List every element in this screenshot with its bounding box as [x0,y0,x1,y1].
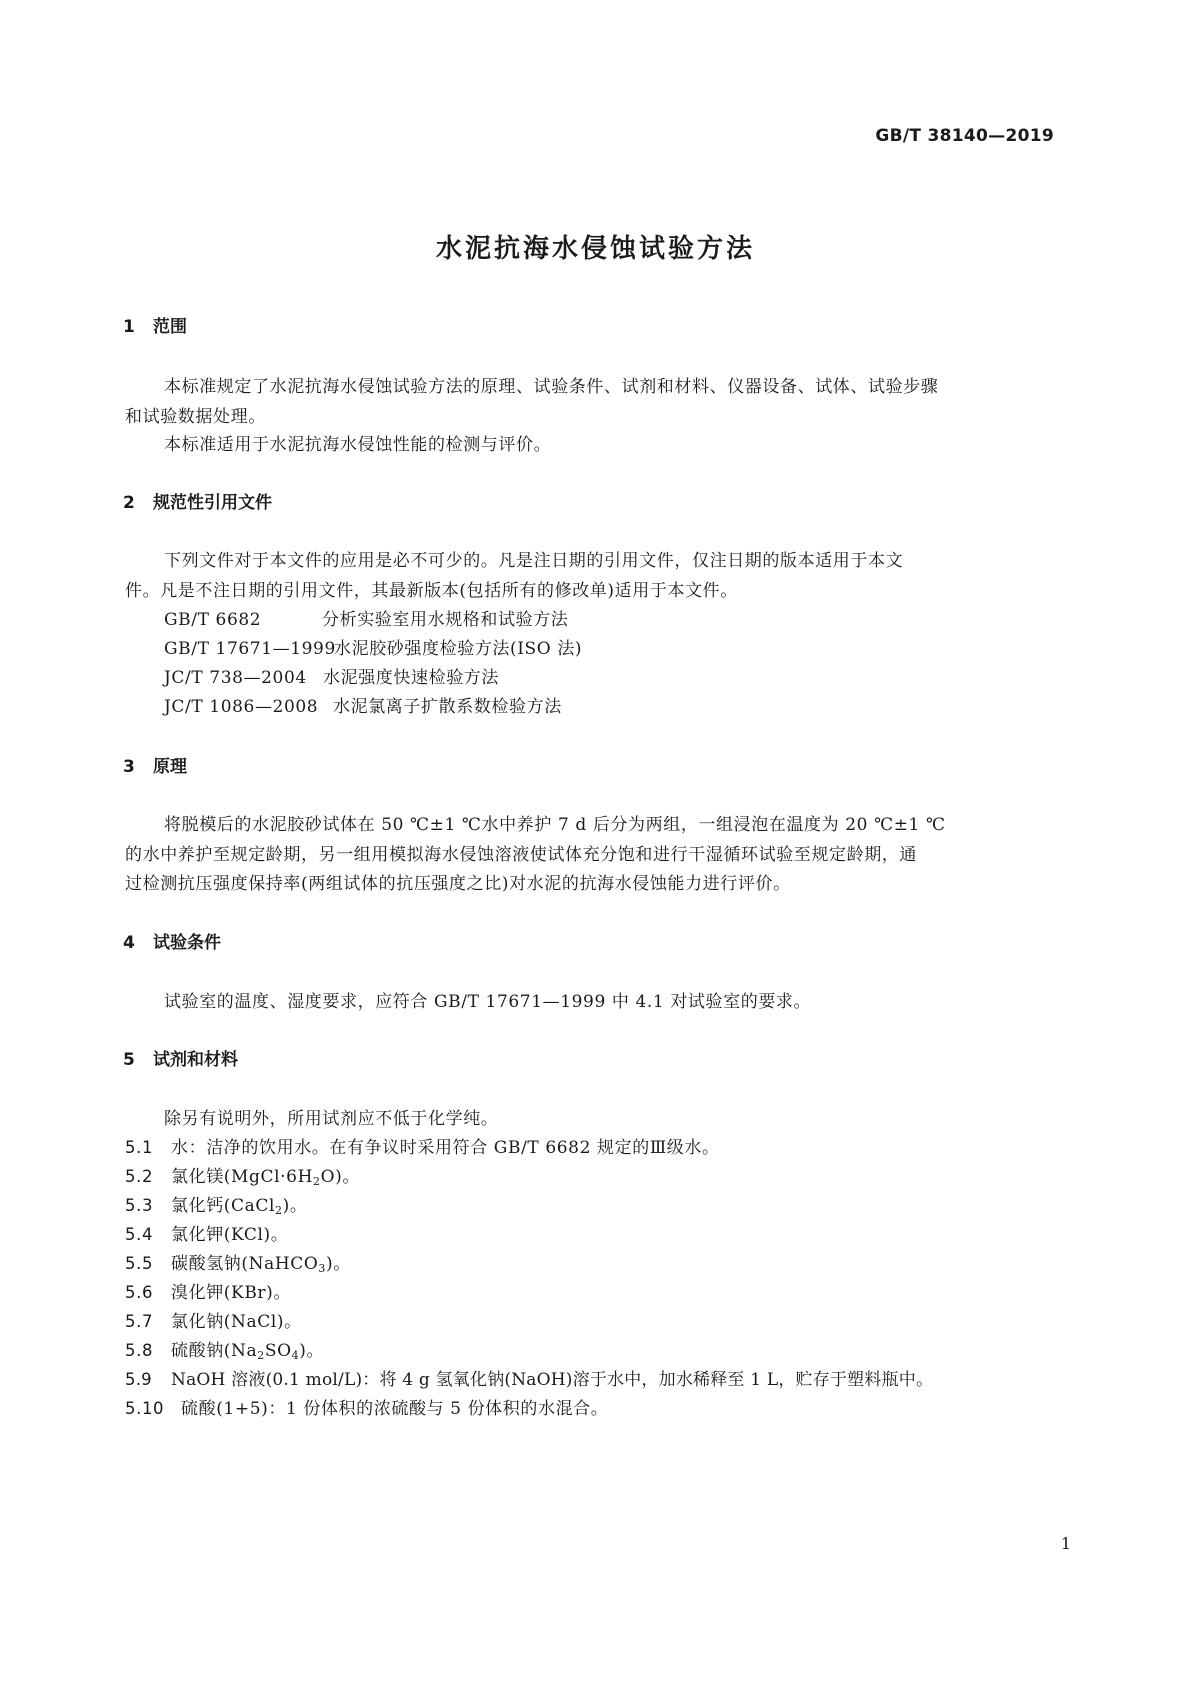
section-5-intro: 除另有说明外，所用试剂应不低于化学纯。 [164,1109,499,1129]
reference-name: 水泥强度快速检验方法 [323,668,499,688]
section-number: 4 [123,933,135,953]
item-text-pre: 硫酸钠(Na [171,1341,258,1361]
reference-item [164,663,499,688]
section-1-paragraph-1-line-1: 本标准规定了水泥抗海水侵蚀试验方法的原理、试验条件、试剂和材料、仪器设备、试体、试验步骤 [164,377,939,397]
list-item [125,1365,933,1390]
section-title: 范围 [153,317,187,337]
section-3-heading [123,752,187,777]
reference-item [164,605,568,630]
section-title: 规范性引用文件 [153,493,272,513]
item-text-post: )。 [299,1341,325,1361]
item-text-post: )。 [326,1254,351,1274]
section-1-paragraph-1-line-2: 和试验数据处理。 [125,407,266,427]
list-item [125,1336,324,1362]
item-number: 5.7 [125,1312,154,1331]
item-text: 氯化钠(NaCl)。 [171,1312,302,1332]
item-number: 5.3 [125,1196,154,1215]
item-text-pre: 氯化钙(CaCl [171,1196,276,1216]
list-item [125,1249,351,1275]
item-number: 5.2 [125,1167,154,1186]
section-2-heading [123,488,272,513]
list-item [125,1307,302,1332]
reference-code: JC/T 738—2004 [164,668,307,688]
section-title: 原理 [153,757,187,777]
item-number: 5.4 [125,1225,154,1244]
section-number: 1 [123,317,135,337]
section-number: 2 [123,493,135,513]
list-item [125,1278,291,1303]
item-number: 5.9 [125,1370,152,1389]
section-2-paragraph-line-2: 件。凡是不注日期的引用文件，其最新版本(包括所有的修改单)适用于本文件。 [125,581,738,601]
list-item [125,1394,608,1419]
item-text-pre: 氯化镁(MgCl·6H [171,1167,314,1187]
subscript: 2 [257,1349,265,1362]
item-text: 溴化钾(KBr)。 [171,1283,291,1303]
item-text-mid: SO [264,1341,292,1361]
list-item [125,1220,288,1245]
reference-item [164,634,582,659]
item-text: 水：洁净的饮用水。在有争议时采用符合 GB/T 6682 规定的Ⅲ级水。 [171,1138,720,1158]
section-2-paragraph-line-1: 下列文件对于本文件的应用是必不可少的。凡是注日期的引用文件，仅注日期的版本适用于本文 [164,551,904,571]
item-text-post: )。 [282,1196,308,1216]
item-text-pre: 碳酸氢钠(NaHCO [171,1254,319,1274]
item-text: NaOH 溶液(0.1 mol/L)：将 4 g 氢氧化钠(NaOH)溶于水中，加水稀释至 1 L，贮存于塑料瓶中。 [171,1370,934,1390]
section-3-line-1: 将脱模后的水泥胶砂试体在 50 ℃±1 ℃水中养护 7 d 后分为两组，一组浸泡在温度为 20 ℃±1 ℃ [164,815,946,835]
item-text-post: O)。 [320,1167,360,1187]
list-item [125,1133,720,1158]
section-4-paragraph: 试验室的温度、湿度要求，应符合 GB/T 17671—1999 中 4.1 对试验室的要求。 [164,992,812,1012]
section-5-heading [123,1045,238,1070]
subscript: 2 [275,1204,283,1217]
page-number: 1 [1060,1534,1071,1553]
subscript: 3 [318,1262,327,1275]
item-number: 5.5 [125,1254,154,1273]
subscript: 4 [291,1349,300,1362]
section-title: 试剂和材料 [153,1050,238,1070]
reference-name: 水泥胶砂强度检验方法(ISO 法) [334,639,583,659]
reference-item [164,692,562,717]
section-1-heading [123,312,187,337]
subscript: 2 [313,1175,321,1188]
list-item [125,1162,360,1188]
item-number: 5.1 [125,1138,154,1157]
list-item [125,1191,307,1217]
section-1-paragraph-2: 本标准适用于水泥抗海水侵蚀性能的检测与评价。 [164,435,552,455]
section-3-line-3: 过检测抗压强度保持率(两组试体的抗压强度之比)对水泥的抗海水侵蚀能力进行评价。 [125,874,791,894]
reference-name: 水泥氯离子扩散系数检验方法 [333,697,562,717]
reference-code: GB/T 17671—1999 [164,639,336,659]
document-title: 水泥抗海水侵蚀试验方法 [435,234,755,264]
standard-number: GB/T 38140—2019 [875,126,1054,146]
reference-code: JC/T 1086—2008 [164,697,319,717]
section-4-heading [123,928,221,953]
item-number: 5.10 [125,1399,165,1418]
section-number: 3 [123,757,135,777]
section-title: 试验条件 [153,933,221,953]
item-number: 5.8 [125,1341,154,1360]
reference-name: 分析实验室用水规格和试验方法 [322,610,569,630]
section-number: 5 [123,1050,135,1070]
item-text: 硫酸(1+5)：1 份体积的浓硫酸与 5 份体积的水混合。 [181,1399,609,1419]
item-text: 氯化钾(KCl)。 [171,1225,289,1245]
section-3-line-2: 的水中养护至规定龄期，另一组用模拟海水侵蚀溶液使试体充分饱和进行干湿循环试验至规定龄期，通 [125,845,917,865]
reference-code: GB/T 6682 [164,610,262,630]
item-number: 5.6 [125,1283,154,1302]
